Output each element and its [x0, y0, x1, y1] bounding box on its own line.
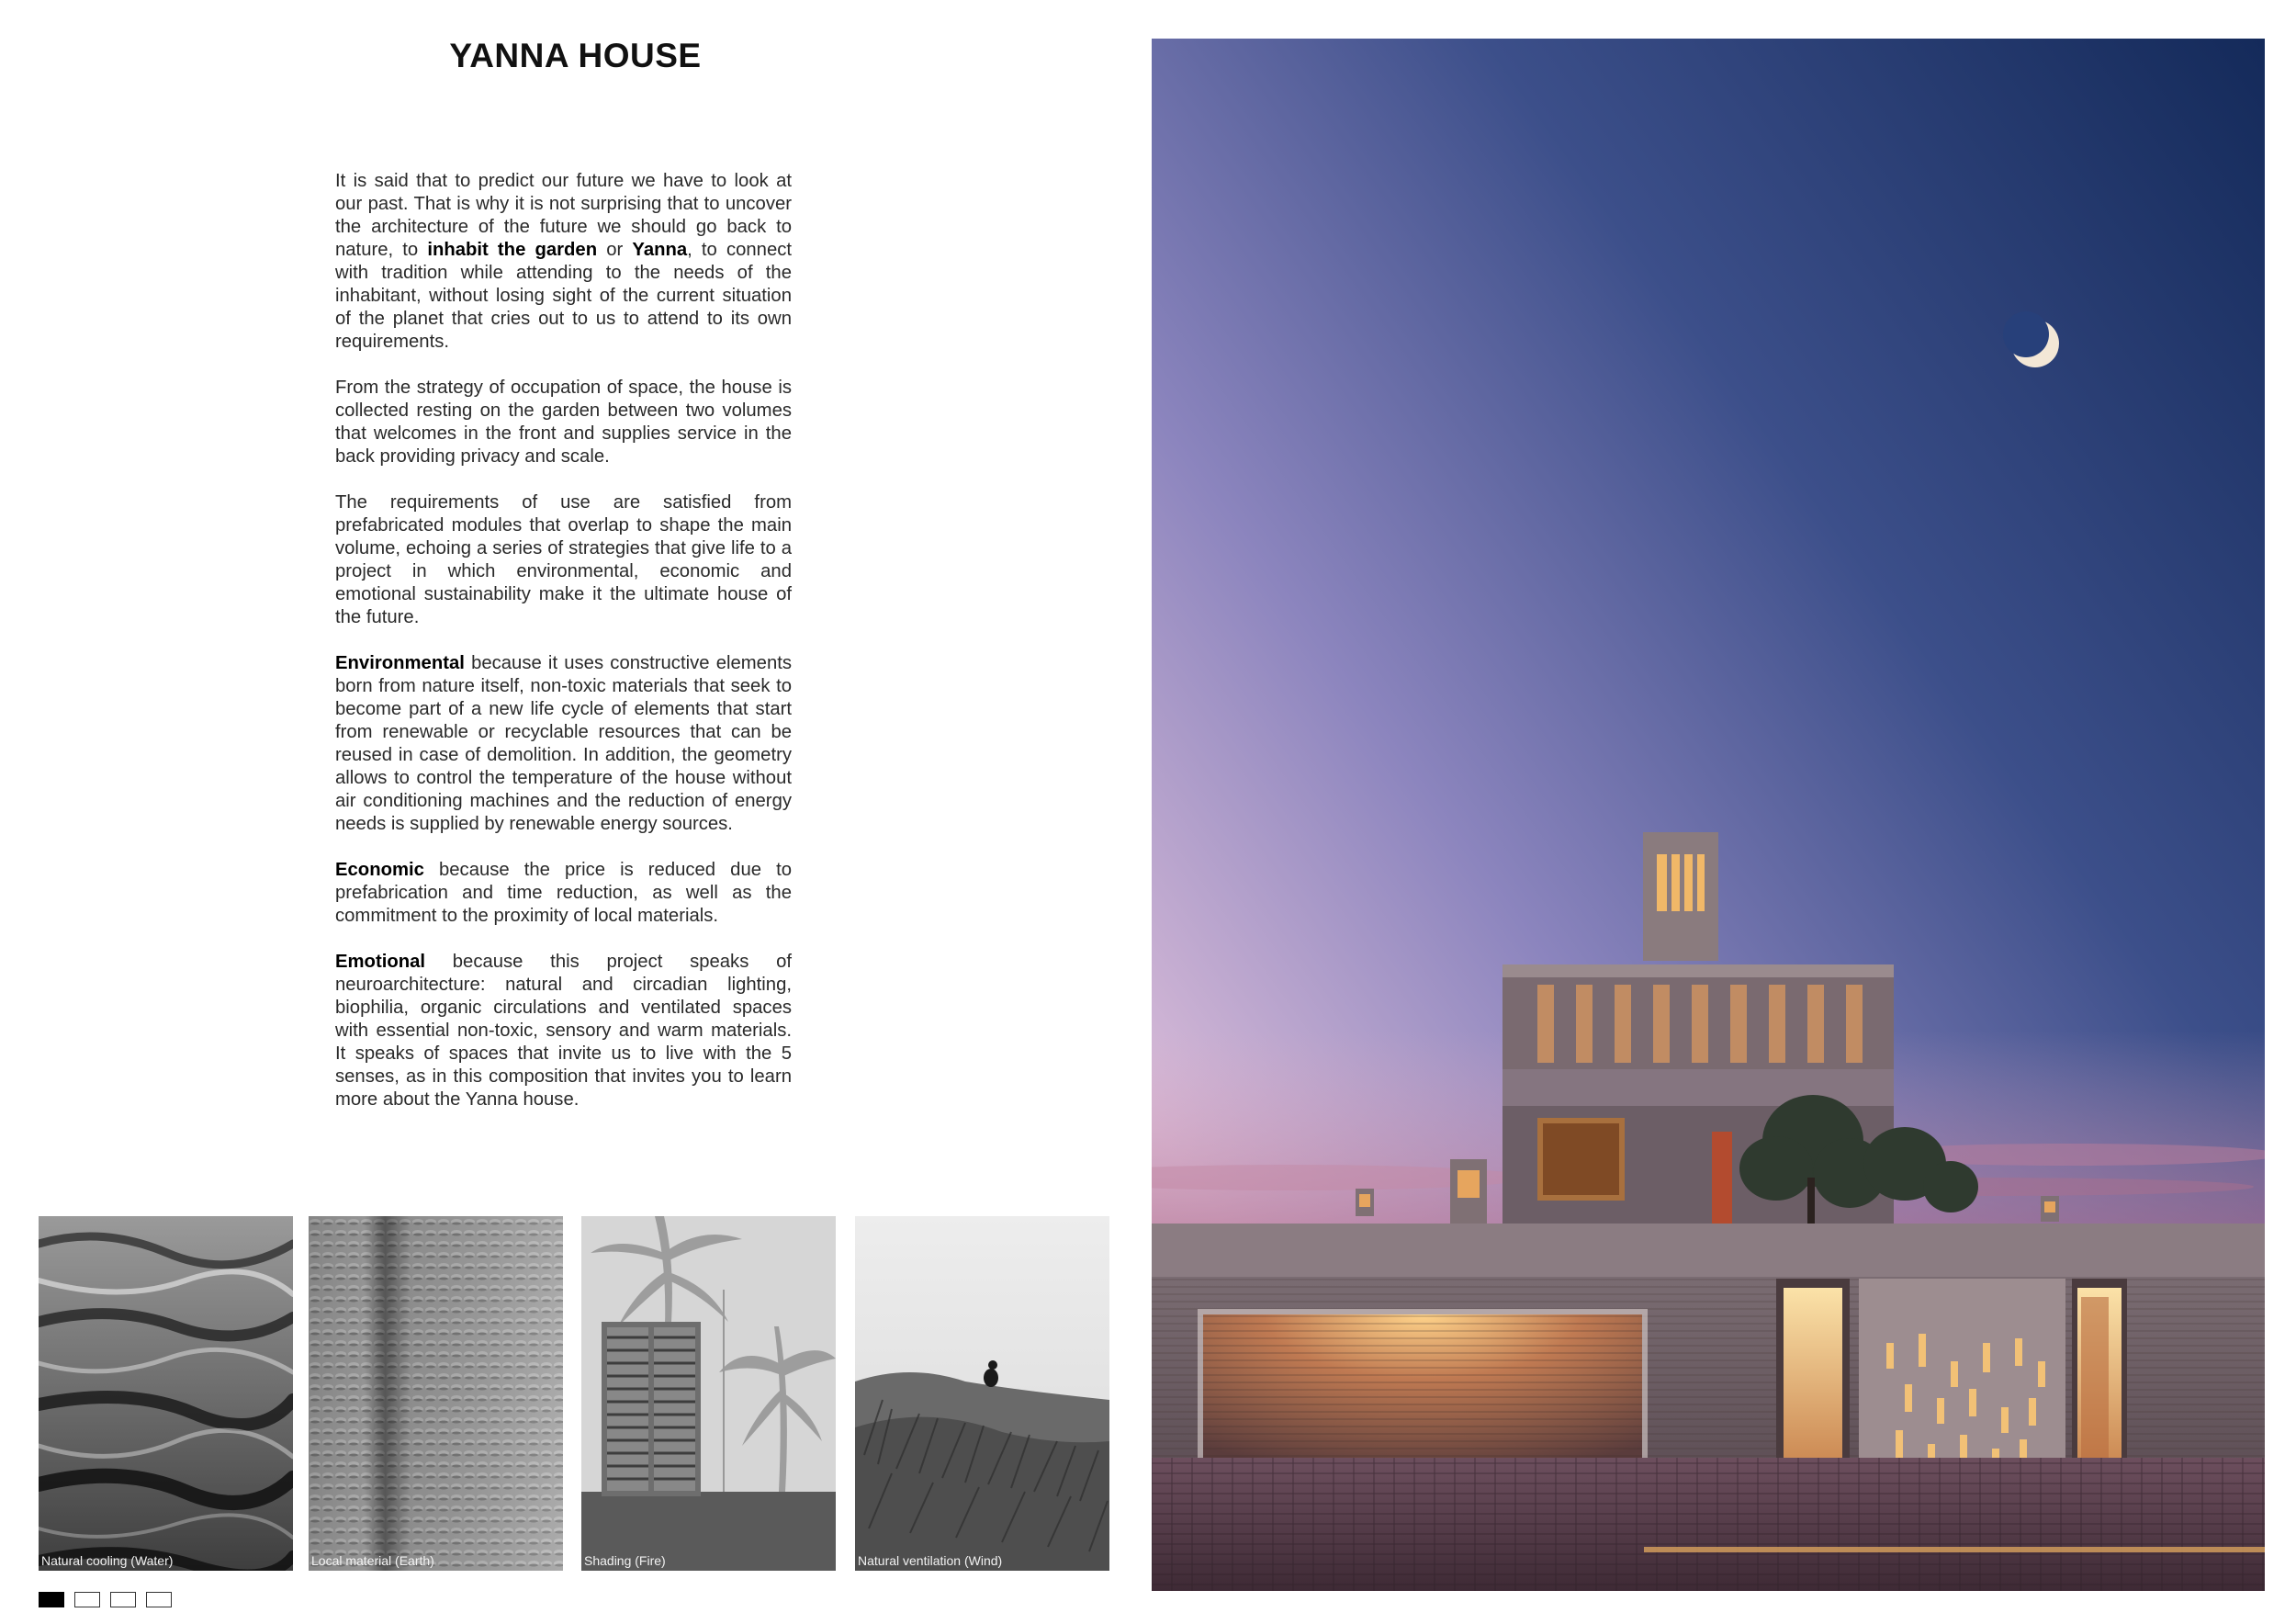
paragraph-economic: Economic because the price is reduced due to prefabrication and time reduction, as well as the commitment to the proximity of local materials.	[335, 860, 792, 926]
earth-wall-texture-image	[309, 1216, 563, 1571]
page-dot-2[interactable]	[74, 1592, 100, 1607]
tile-fire	[581, 1216, 836, 1571]
paragraph-environmental: Environmental because it uses constructive elements born from nature itself, non-toxic materials that seek to become part of a new life cycle of elements that start from renewable or recyclable resources that can be reused in case of demolition. In addition, the geometry allows to control the temperature of the house without air conditioning machines and the reduction of energy needs is supplied by renewable energy sources.	[335, 653, 792, 834]
water-texture-image	[39, 1216, 293, 1571]
page-dot-1[interactable]	[39, 1592, 64, 1607]
tile-earth	[309, 1216, 563, 1571]
tile-caption: Shading (Fire)	[584, 1553, 666, 1568]
page-title: YANNA HOUSE	[449, 37, 702, 74]
grass-dune-image	[855, 1216, 1109, 1571]
tile-wind	[855, 1216, 1109, 1571]
paragraph-strategy: From the strategy of occupation of space, the house is collected resting on the garden between two volumes that welcomes in the front and supplies service in the back providing privacy and scale.	[335, 378, 792, 467]
page-dot-3[interactable]	[110, 1592, 136, 1607]
page-dot-4[interactable]	[146, 1592, 172, 1607]
tile-caption: Natural cooling (Water)	[41, 1553, 174, 1568]
tile-caption: Local material (Earth)	[311, 1553, 434, 1568]
paragraph-emotional: Emotional because this project speaks of neuroarchitecture: natural and circadian lighting, biophilia, organic circulations and ventilated spaces with essential non-toxic, sensory and warm materials. It speaks of spaces that invite us to live with the 5 senses, as in this composition that invites you to learn more about the Yanna house.	[335, 952, 792, 1110]
tile-water	[39, 1216, 293, 1571]
shutter-shadow-image	[581, 1216, 836, 1571]
body-text	[335, 170, 792, 1134]
page-indicator	[39, 1592, 172, 1607]
house-render	[1152, 39, 2265, 1591]
tile-caption: Natural ventilation (Wind)	[858, 1553, 1003, 1568]
paragraph-intro: It is said that to predict our future we have to look at our past. That is why it is not surprising that to uncover the architecture of the future we should go back to nature, to inhabit the garden or Yanna, to connect with tradition while attending to the needs of the inhabitant, without losing sight of the current situation of the planet that cries out to us to attend to its own requirements.	[335, 171, 793, 352]
paragraph-requirements: The requirements of use are satisfied from prefabricated modules that overlap to shape the main volume, echoing a series of strategies that give life to a project in which environmental, economic and emotional sustainability make it the ultimate house of the future.	[335, 492, 792, 627]
house-render-image	[1152, 39, 2265, 1591]
